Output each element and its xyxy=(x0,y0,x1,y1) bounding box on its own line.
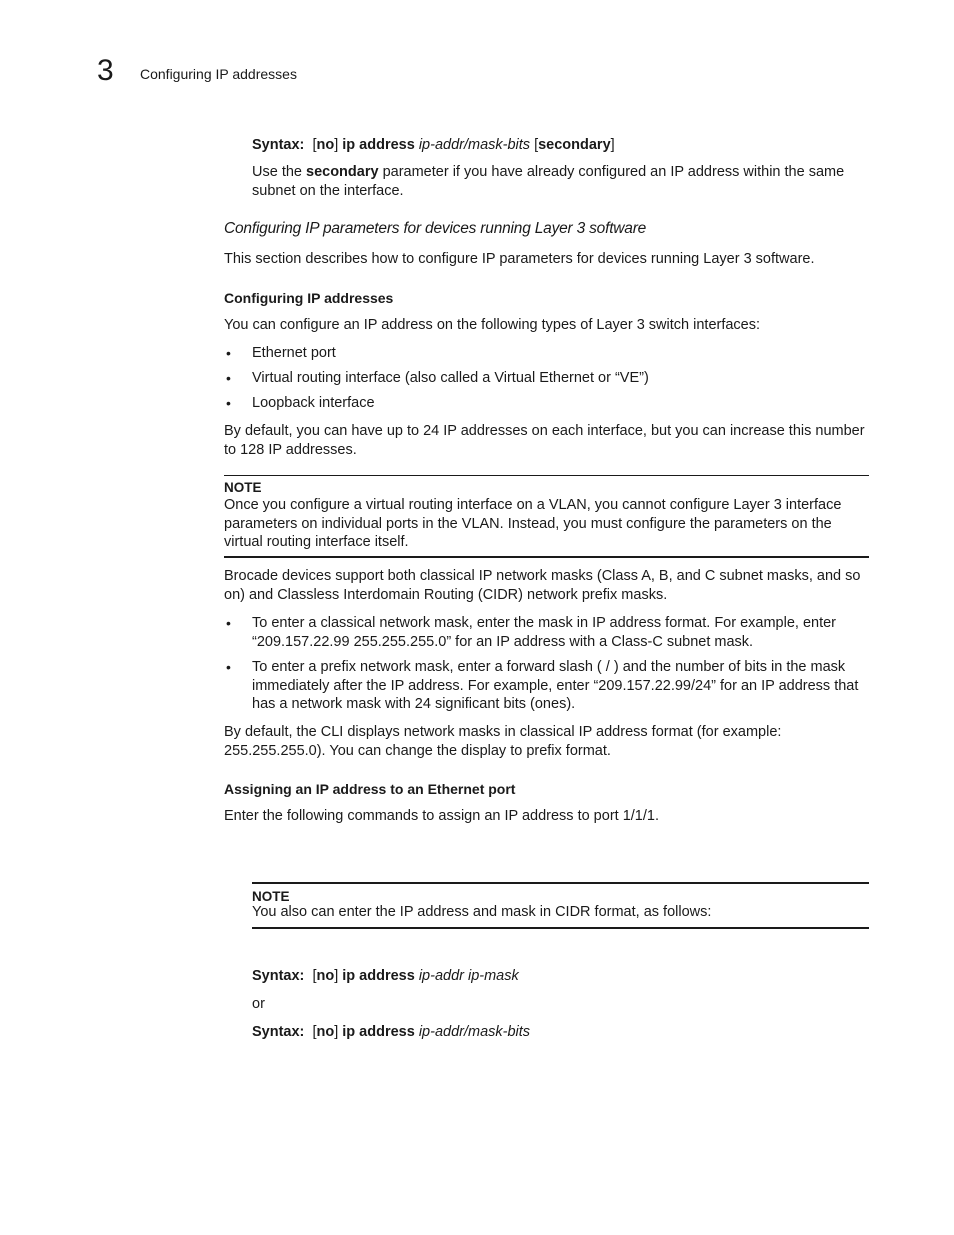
syntax-command: ip address xyxy=(342,1024,415,1040)
bracket: ] xyxy=(334,968,339,984)
subheading-configuring-ip-addresses: Configuring IP addresses xyxy=(224,290,394,306)
syntax-label: Syntax: xyxy=(252,968,305,984)
syntax-line-2 xyxy=(252,967,519,986)
syntax-no-keyword: no xyxy=(316,968,335,984)
list-item: To enter a prefix network mask, enter a forward slash ( / ) and the number of bits in the mask immediately after the IP address. For example, enter “209.157.22.99/24” for an IP address that has a network mask with 24 significant bits (ones). xyxy=(252,659,859,712)
note-bottom-rule xyxy=(224,556,869,558)
syntax-line-3 xyxy=(252,1023,530,1042)
syntax-param: ip-addr ip-mask xyxy=(418,968,519,984)
note-top-rule xyxy=(224,475,869,476)
syntax-no-keyword: no xyxy=(316,1024,335,1040)
list-item: To enter a classical network mask, enter the mask in IP address format. For example, enter “209.157.22.99 255.255.255.0” for an IP address with a Class-C subnet mask. xyxy=(252,615,837,650)
default-ip-count-paragraph: By default, you can have up to 24 IP addresses on each interface, but you can increase this number to 128 IP addresses. xyxy=(224,423,865,458)
interfaces-intro: You can configure an IP address on the following types of Layer 3 switch interfaces: xyxy=(224,317,761,333)
list-item: Virtual routing interface (also called a Virtual Ethernet or “VE”) xyxy=(252,370,649,386)
syntax-command: ip address xyxy=(342,968,415,984)
syntax-label: Syntax: xyxy=(252,137,305,153)
syntax-secondary-keyword: secondary xyxy=(538,137,611,153)
text-run: Use the xyxy=(252,164,306,180)
keyword-secondary: secondary xyxy=(306,164,379,180)
section-heading: Configuring IP parameters for devices running Layer 3 software xyxy=(224,220,647,237)
secondary-paragraph xyxy=(252,163,862,200)
syntax-param: ip-addr/mask-bits xyxy=(418,137,531,153)
note-top-rule xyxy=(252,882,869,884)
bracket: [ xyxy=(312,968,317,984)
bracket: [ xyxy=(312,1024,317,1040)
note-text: Once you configure a virtual routing interface on a VLAN, you cannot configure Layer 3 interface parameters on individual ports in the VLAN. Instead, you must configure the parameters on the virtual routing interface itself. xyxy=(224,497,842,550)
syntax-command: ip address xyxy=(342,137,415,153)
list-item: Loopback interface xyxy=(252,395,375,411)
enter-commands-paragraph: Enter the following commands to assign an IP address to port 1/1/1. xyxy=(224,808,659,824)
network-masks-paragraph: Brocade devices support both classical IP network masks (Class A, B, and C subnet masks, and so on) and Classless Interdomain Routing (CIDR) network prefix masks. xyxy=(224,568,861,603)
bracket: [ xyxy=(312,137,317,153)
cli-display-paragraph: By default, the CLI displays network masks in classical IP address format (for example: 255.255.255.0). You can change the display to prefix format. xyxy=(224,724,782,759)
or-text: or xyxy=(252,996,265,1012)
text-run: parameter if you have already configured an IP address within the same subnet on the interface. xyxy=(252,164,845,199)
syntax-line-1 xyxy=(252,136,615,155)
bracket: ] xyxy=(334,1024,339,1040)
running-header-title: Configuring IP addresses xyxy=(140,66,297,82)
syntax-label: Syntax: xyxy=(252,1024,305,1040)
note-text: You also can enter the IP address and mask in CIDR format, as follows: xyxy=(252,904,712,920)
chapter-number: 3 xyxy=(97,54,114,87)
note-bottom-rule xyxy=(252,927,869,929)
syntax-param: ip-addr/mask-bits xyxy=(418,1024,531,1040)
bullet-marker: • xyxy=(226,370,231,386)
bracket: ] xyxy=(334,137,339,153)
syntax-no-keyword: no xyxy=(316,137,335,153)
bracket: ] xyxy=(610,137,615,153)
note-label: NOTE xyxy=(252,889,290,904)
bracket: [ xyxy=(534,137,539,153)
section-intro: This section describes how to configure IP parameters for devices running Layer 3 software. xyxy=(224,251,815,267)
note-label: NOTE xyxy=(224,480,262,495)
bullet-marker: • xyxy=(226,345,231,361)
list-item: Ethernet port xyxy=(252,345,336,361)
bullet-marker: • xyxy=(226,615,231,631)
subheading-assigning-ip: Assigning an IP address to an Ethernet port xyxy=(224,781,516,797)
bullet-marker: • xyxy=(226,659,231,675)
bullet-marker: • xyxy=(226,395,231,411)
